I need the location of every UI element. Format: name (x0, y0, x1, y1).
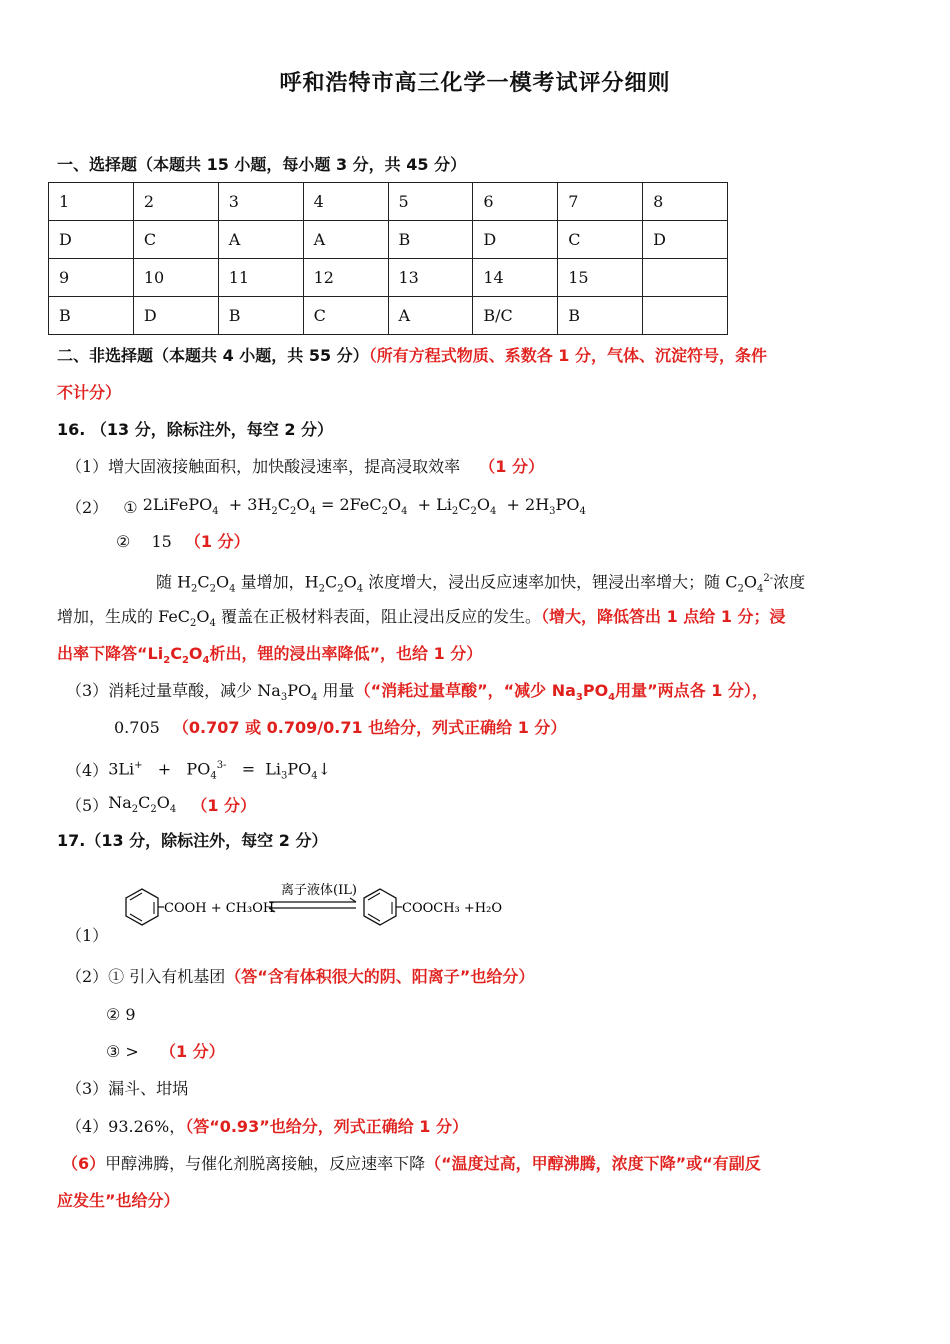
q16-part2-circle2: ② (116, 532, 131, 551)
q16-explain-text: 随 (156, 572, 178, 592)
q16-explain-text: 覆盖在正极材料表面，阻止浸出反应的发生。 (215, 607, 541, 626)
table-cell: A (303, 221, 388, 259)
q16-part3-red: （“消耗过量草酸”，“减少 (354, 681, 552, 700)
table-cell: 9 (49, 259, 134, 297)
q16-part3-text: 用量 (317, 681, 355, 700)
table-cell: 1 (49, 183, 134, 221)
section2-note-cont: 不计分） (57, 383, 122, 402)
q17-part6 (62, 1153, 761, 1175)
q17-part3: （3）漏斗、坩埚 (66, 1079, 189, 1098)
q16-explain-red: 析出，锂的浸出率降低”，也给 1 分） (209, 644, 483, 663)
table-cell: D (643, 221, 728, 259)
q16-part5 (66, 792, 256, 821)
table-cell: B/C (473, 297, 558, 335)
reversible-arrow (269, 898, 356, 912)
table-cell: 10 (133, 259, 218, 297)
q16-explain-text: 量增加， (235, 572, 305, 592)
table-cell: 11 (218, 259, 303, 297)
table-cell: C (558, 221, 643, 259)
reactant-text: COOH + CH₃OH (164, 901, 275, 916)
table-cell: 7 (558, 183, 643, 221)
table-cell: A (218, 221, 303, 259)
q16-explain-text: 浓度增大，浸出反应速率加快，锂浸出率增大；随 (363, 572, 726, 592)
q16-part3-text: （3）消耗过量草酸，减少 (66, 681, 258, 700)
table-cell: D (49, 221, 134, 259)
table-cell: 15 (558, 259, 643, 297)
table-cell: 5 (388, 183, 473, 221)
q16-part2-eq (66, 494, 586, 523)
q16-explain-line2: 增加，生成的 $FeC_2O_4$ 覆盖在正极材料表面，阻止浸出反应的发生。（增大，降低答出 1 点给 1 分；浸 (57, 607, 786, 630)
benzene-ring-left (126, 889, 164, 925)
q16-part2-circle1: ① (123, 498, 138, 518)
table-cell: 3 (218, 183, 303, 221)
q17-heading: 17.（13 分，除标注外，每空 2 分） (57, 831, 328, 850)
table-cell: 14 (473, 259, 558, 297)
q17-part2c-text: ③ > (106, 1042, 139, 1061)
table-row (49, 221, 728, 259)
q16-explain-red: （增大，降低答出 1 点给 1 分；浸 (541, 607, 786, 626)
section1-heading: 一、选择题（本题共 15 小题，每小题 3 分，共 45 分） (57, 155, 467, 174)
table-cell: 12 (303, 259, 388, 297)
q16-explain-text: 浓度 (773, 572, 806, 592)
q16-part5-score: （1 分） (191, 796, 257, 816)
product-text: COOCH₃ +H₂O (402, 901, 502, 916)
table-cell: B (218, 297, 303, 335)
q17-part4 (66, 1116, 468, 1138)
q17-part2a-text: （2）① 引入有机基团 (66, 967, 226, 986)
q17-part6-red: （“温度过高，甲醇沸腾，浓度下降”或“有副反 (425, 1154, 761, 1173)
q17-part2a (66, 966, 534, 988)
q16-part3-value-line (114, 717, 566, 739)
q16-part2-score: （1 分） (184, 532, 250, 551)
q17-part2c (106, 1041, 225, 1063)
q16-part3-red: 用量”两点各 1 分）， (615, 681, 768, 700)
q16-part1-score: （1 分） (479, 457, 544, 476)
q16-explain-text: 增加，生成的 (57, 607, 159, 626)
table-row (49, 297, 728, 335)
q17-part6-label: （6） (62, 1154, 106, 1173)
section2-heading: 二、非选择题（本题共 4 小题，共 55 分） (57, 346, 369, 365)
table-cell: 2 (133, 183, 218, 221)
table-cell (643, 297, 728, 335)
q16-part1-text: （1）增大固液接触面积，加快酸浸速率，提高浸取效率 (66, 457, 461, 476)
table-row (49, 183, 728, 221)
q17-part4-red: （答“0.93”也给分，列式正确给 1 分） (185, 1117, 468, 1136)
q17-part1-label: （1） (66, 926, 109, 945)
q16-part2-sub2 (116, 531, 250, 553)
reaction-condition: 离子液体(IL) (281, 883, 357, 898)
q17-part2a-red: （答“含有体积很大的阴、阳离子”也给分） (225, 967, 535, 986)
section2-heading-line (57, 345, 767, 367)
table-cell: 4 (303, 183, 388, 221)
q16-part3: （3）消耗过量草酸，减少 $Na_3PO_4$ 用量（“消耗过量草酸”，“减少 $Na_3PO_4$用量”两点各 1 分）， (66, 681, 768, 704)
table-cell: C (133, 221, 218, 259)
q16-part5-formula: $Na_2C_2O_4$ (108, 793, 177, 816)
table-cell: 8 (643, 183, 728, 221)
q16-part4-label: （4） (66, 760, 109, 780)
table-cell: A (388, 297, 473, 335)
answer-table (48, 182, 728, 335)
q17-part6-text: 甲醇沸腾，与催化剂脱离接触，反应速率下降 (105, 1154, 426, 1173)
table-cell: B (558, 297, 643, 335)
q16-part2-label: （2） (66, 498, 109, 518)
table-row (49, 259, 728, 297)
q16-part2-equation: 2LiFePO$_4$ + $3H_2C_2O_4 = 2FeC_2O_4 + Li_2C_2O_4 + 2H_3PO_4$ (142, 495, 586, 518)
table-cell (643, 259, 728, 297)
table-cell: C (303, 297, 388, 335)
table-cell: B (49, 297, 134, 335)
q17-part2c-red: （1 分） (159, 1042, 225, 1061)
q16-explain-line3: 出率下降答“$Li_2C_2O_4$析出，锂的浸出率降低”，也给 1 分） (57, 644, 483, 667)
q16-part3-value-note: （0.707 或 0.709/0.71 也给分，列式正确给 1 分） (172, 718, 567, 737)
page-title: 呼和浩特市高三化学一模考试评分细则 (279, 71, 671, 96)
table-cell: D (473, 221, 558, 259)
q16-part5-label: （5） (66, 796, 109, 816)
table-cell: 13 (388, 259, 473, 297)
q17-part2b: ② 9 (106, 1005, 136, 1024)
table-cell: D (133, 297, 218, 335)
table-cell: B (388, 221, 473, 259)
q17-part6-cont: 应发生”也给分） (57, 1191, 180, 1210)
q16-part4-equation: $3Li^+ + PO_4^{3-}$ = $Li_3PO_4↓$ (108, 759, 332, 782)
q17-part4-text: （4）93.26%， (66, 1117, 186, 1136)
benzene-ring-right (364, 889, 402, 925)
q16-explain-line1: 随 $H_2C_2O_4$ 量增加，$H_2C_2O_4$ 浓度增大，浸出反应速率加快，锂浸出率增大；随 $C_2O_4^{2-}$浓度 (156, 572, 806, 595)
table-cell: 6 (473, 183, 558, 221)
q16-part4 (66, 755, 331, 788)
q16-part3-value: 0.705 (114, 718, 160, 737)
q16-heading: 16. （13 分，除标注外，每空 2 分） (57, 420, 334, 439)
q16-part1 (66, 456, 544, 478)
q17-reaction-scheme (106, 880, 526, 940)
q16-explain-red: 出率下降答“ (57, 644, 148, 663)
section2-note: （所有方程式物质、系数各 1 分，气体、沉淀符号，条件 (368, 346, 767, 365)
q16-part2-value: 15 (151, 532, 172, 551)
